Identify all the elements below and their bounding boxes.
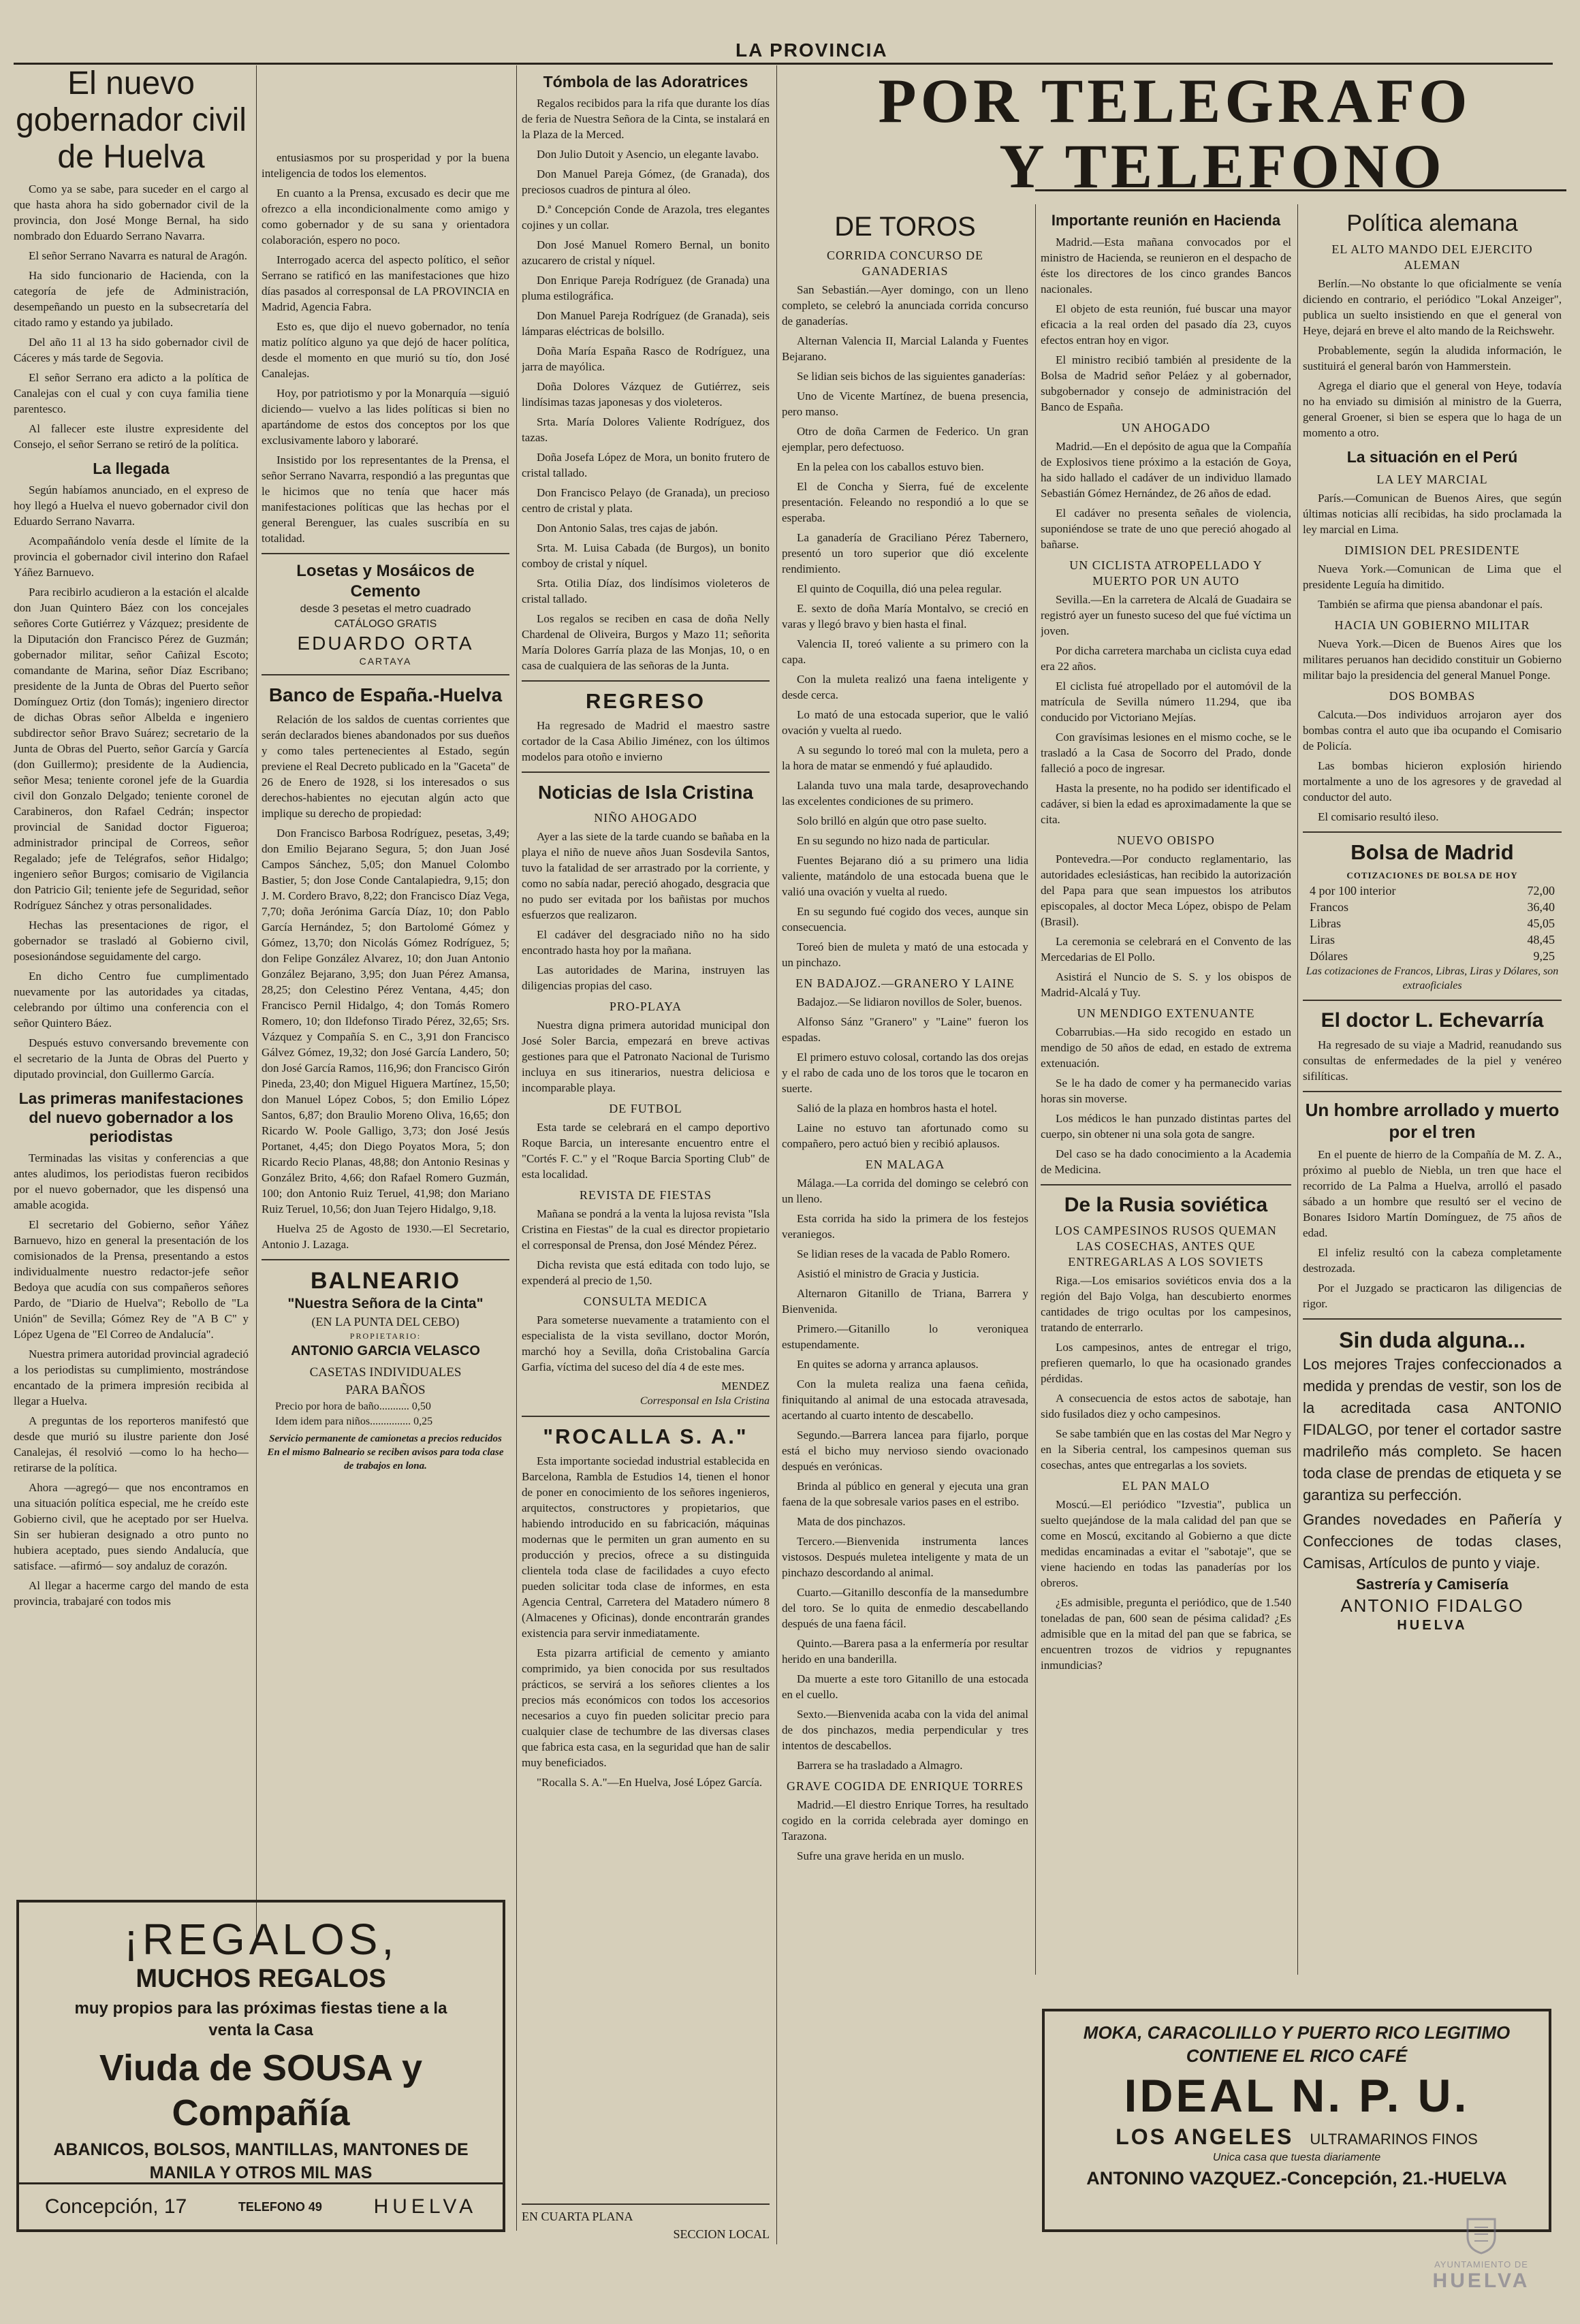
paragraph: Dicha revista que está editada con todo lujo, se expenderá al precio de 1,50. xyxy=(522,1258,770,1287)
ad-fidalgo-shop: Sastrería y Camisería xyxy=(1356,1576,1508,1593)
ad-balneario-name: "Nuestra Señora de la Cinta" xyxy=(287,1296,484,1311)
bolsa-row-name: Libras xyxy=(1310,917,1341,930)
column-5 xyxy=(1041,204,1291,1975)
paragraph: Badajoz.—Se lidiaron novillos de Soler, buenos. xyxy=(797,996,1022,1008)
paragraph: Don Manuel Pareja Rodríguez (de Granada), seis lámparas eléctricas de bolsillo. xyxy=(522,309,770,338)
divider xyxy=(262,674,509,675)
ad-ideal-line2: CONTIENE EL RICO CAFÉ xyxy=(1186,2046,1408,2066)
ad-balneario-owner-label: PROPIETARIO: xyxy=(349,1331,422,1341)
paragraph: Las bombas hicieron explosión hiriendo mortalmente a uno de los agresores y de gravedad al conductor del auto. xyxy=(1303,759,1562,803)
paragraph: Al llegar a hacerme cargo del mando de esta provincia, trabajaré con todos mis xyxy=(14,1579,249,1608)
ad-fidalgo xyxy=(1303,1326,1562,1634)
paragraph: Los regalos se reciben en casa de doña Nelly Chardenal de Oliveira, Burgos y Mazo 11; señorita María Dolores Garría plaza de las Monjas, 10, o en casa de cualquiera de las señoras de la Junta. xyxy=(522,612,770,672)
ad-balneario-price1: Precio por hora de baño........... 0,50 xyxy=(275,1401,431,1412)
paragraph: Sexto.—Bienvenida acaba con la vida del animal de dos pinchazos, media perpendicular y tres intentos de descabellos. xyxy=(782,1708,1028,1752)
paragraph: Nueva York.—Dicen de Buenos Aires que los militares peruanos han decidido constituir un Gobierno militar bajo la presidencia del general Manuel Ponge. xyxy=(1303,637,1562,682)
paragraph: En su segundo no hizo nada de particular. xyxy=(797,834,990,847)
paragraph: Brinda al público en general y ejecuta una gran faena de la que sobresale varios pases en el estribo. xyxy=(782,1480,1028,1508)
paragraph: Regalos recibidos para la rifa que durante los días de feria de Nuestra Señora de la Cinta, se instalará en la Plaza de la Merced. xyxy=(522,97,770,141)
paragraph: Nueva York.—Comunican de Lima que el presidente Leguía ha dimitido. xyxy=(1303,562,1562,591)
paragraph: Terminadas las visitas y conferencias a que antes aludimos, los periodistas fueron recibidos por el nuevo gobernador, que les dispensó una amable acogida. xyxy=(14,1151,249,1211)
paragraph: "Rocalla S. A."—En Huelva, José López García. xyxy=(537,1776,763,1789)
bolsa-row xyxy=(1303,915,1562,932)
paragraph: entusiasmos por su prosperidad y por la buena inteligencia de todos los elementos. xyxy=(262,151,509,180)
paragraph: Uno de Vicente Martínez, de buena presencia, pero manso. xyxy=(782,389,1028,418)
paragraph: Las autoridades de Marina, instruyen las diligencias propias del caso. xyxy=(522,964,770,992)
paragraph: Srta. M. Luisa Cabada (de Burgos), un bonito comboy de cristal y níquel. xyxy=(522,541,770,570)
ad-balneario-h2: PARA BAÑOS xyxy=(345,1383,426,1397)
paragraph: Sevilla.—En la carretera de Alcalá de Guadaira se registró ayer un funesto suceso del que fué víctima un joven. xyxy=(1041,593,1291,637)
subheading-corrida: CORRIDA CONCURSO DE GANADERIAS xyxy=(826,249,984,278)
paragraph: En la pelea con los caballos estuvo bien. xyxy=(797,460,984,473)
paragraph: Srta. Otilia Díaz, dos lindísimos violeteros de cristal tallado. xyxy=(522,577,770,605)
paragraph: Se sabe también que en las costas del Mar Negro y en la Siberia central, los campesinos queman sus cosechas, antes que entregarlas a los soviets. xyxy=(1041,1427,1291,1471)
paragraph: Para someterse nuevamente a tratamiento con el especialista de la vista sevillano, doctor Morón, marchó hoy a Sevilla, doña Cristobalina García Garfia, víctima del suceso del día 4 de este mes. xyxy=(522,1314,770,1373)
paragraph: ¿Es admisible, pregunta el periódico, que de 1.540 toneladas de pan, 600 sean de pésima calidad? ¿Es admisible que en la mitad del pan que se fabrica, se encuentren trozos de vidrios y repugnantes inmundicias? xyxy=(1041,1596,1291,1672)
paragraph: Los médicos le han punzado distintas partes del cuerpo, sin obtener ni una sola gota de sangre. xyxy=(1041,1112,1291,1141)
heading-politica-alemana: Política alemana xyxy=(1346,210,1518,236)
ad-fidalgo-city: HUELVA xyxy=(1397,1618,1468,1633)
signature-role: Corresponsal en Isla Cristina xyxy=(639,1395,770,1407)
ad-losetas-sub: desde 3 pesetas el metro cuadrado xyxy=(300,603,471,615)
paragraph: Don Francisco Pelayo (de Granada), un precioso centro de cristal y plata. xyxy=(522,486,770,515)
paragraph: Berlín.—No obstante lo que oficialmente se venía diciendo en contrario, el periódico "Lokal Anzeiger", publica un suelto insistiendo en que el general von Heye, dejará en breve el alto mando de la Reichswehr. xyxy=(1303,277,1562,337)
ad-balneario-owner: ANTONIO GARCIA VELASCO xyxy=(291,1343,480,1358)
bolsa-row-name: Dólares xyxy=(1310,949,1348,963)
heading-isla-cristina: Noticias de Isla Cristina xyxy=(538,782,753,803)
column-rule xyxy=(256,65,257,1945)
article-title-gobernador: El nuevo gobernador civil de Huelva xyxy=(16,65,247,175)
paragraph: Madrid.—En el depósito de agua que la Compañía de Explosivos tiene próximo a la estación de Goya, ha sido hallado el cadáver de un individuo llamado Sebastián Gómez Hernández, de 26 años de edad. xyxy=(1041,440,1291,500)
heading-rusia: De la Rusia soviética xyxy=(1064,1194,1268,1216)
paragraph: Se le ha dado de comer y ha permanecido varias horas sin moverse. xyxy=(1041,1077,1291,1105)
divider xyxy=(262,553,509,554)
column-rule xyxy=(516,65,517,2231)
subheading-campesinos: LOS CAMPESINOS RUSOS QUEMAN LAS COSECHAS, ANTES QUE ENTREGARLAS A LOS SOVIETS xyxy=(1055,1224,1277,1269)
paragraph: Srta. María Dolores Valiente Rodríguez, dos tazas. xyxy=(522,415,770,444)
paragraph: Don Manuel Pareja Gómez, (de Granada), dos preciosos cuadros de pintura al óleo. xyxy=(522,168,770,196)
paragraph: Los campesinos, antes de entregar el trigo, prefieren quemarlo, lo que ha ocasionado grandes pérdidas. xyxy=(1041,1341,1291,1385)
subheading-pro-playa: PRO-PLAYA xyxy=(609,1000,682,1013)
divider xyxy=(1303,1000,1562,1001)
paragraph: El quinto de Coquilla, dió una pelea regular. xyxy=(797,582,1002,595)
paragraph: Esta tarde se celebrará en el campo deportivo Roque Barcia, un interesante encuentro entre el "Cortés F. C." y el "Roque Barcia Sporting Club" de esta localidad. xyxy=(522,1121,770,1181)
bolsa-table xyxy=(1303,882,1562,964)
paragraph: Ahora —agregó— que nos encontramos en una situación política especial, me he creído este Gobierno civil, que he aceptado por ser Huelva. Sin ser hubieran designado a otro punto no hubiera aceptado, pues siendo Andalucía, que satisface. —afirmó— soy andaluz de corazón. xyxy=(14,1481,249,1572)
divider xyxy=(1303,1091,1562,1092)
ad-regalos-city: HUELVA xyxy=(373,2195,477,2218)
paragraph: El objeto de esta reunión, fué buscar una mayor eficacia a la real orden del pasado día 23, cuyos efectos entran hoy en vigor. xyxy=(1041,302,1291,347)
column-rule xyxy=(1035,204,1036,1975)
archive-stamp xyxy=(1410,2215,1553,2297)
paragraph: Cuarto.—Gitanillo desconfía de la mansedumbre del toro. Se lo quita de enmedio descabellando después de una faena fácil. xyxy=(782,1586,1028,1630)
heading-tren: Un hombre arrollado y muerto por el tren xyxy=(1305,1100,1560,1142)
divider xyxy=(522,1416,770,1417)
subheading-cogida: GRAVE COGIDA DE ENRIQUE TORRES xyxy=(786,1779,1024,1793)
paragraph: Del año 11 al 13 ha sido gobernador civil de Cáceres y más tarde de Segovia. xyxy=(14,336,249,364)
paragraph: Alternaron Gitanillo de Triana, Barrera y Bienvenida. xyxy=(782,1287,1028,1316)
paragraph: Ha regresado de Madrid el maestro sastre cortador de la Casa Abilio Jiménez, con los últimos modelos para otoño e invierno xyxy=(522,719,770,763)
paragraph: En quites se adorna y arranca aplausos. xyxy=(797,1358,979,1371)
ad-regalos-phone: TELEFONO 49 xyxy=(238,2199,322,2214)
paragraph: Por el Juzgado se practicaron las diligencias de rigor. xyxy=(1303,1282,1562,1310)
paragraph: Se lidian reses de la vacada de Pablo Romero. xyxy=(797,1247,1010,1260)
paragraph: Madrid.—Esta mañana convocados por el ministro de Hacienda, se reunieron en el despacho de éste los directores de los cinco grandes Bancos nacionales. xyxy=(1041,236,1291,296)
ad-balneario-price2: Idem idem para niños............... 0,25 xyxy=(275,1416,433,1427)
ad-ideal-note: Unica casa que tuesta diariamente xyxy=(1212,2152,1381,2163)
paragraph: Con la muleta realiza una faena ceñida, finiquitando al animal de una estocada atravesada, acertando al cuarto intento de descabello. xyxy=(782,1378,1028,1422)
banner-line2: Y TELEFONO xyxy=(999,131,1446,201)
heading-peru: La situación en el Perú xyxy=(1346,448,1518,466)
paragraph: El cadáver del desgraciado niño no ha sido encontrado hasta hoy por la mañana. xyxy=(522,928,770,957)
column-6 xyxy=(1303,204,1562,1988)
bolsa-label: COTIZACIONES DE BOLSA DE HOY xyxy=(1346,870,1518,880)
bolsa-row-name: Francos xyxy=(1310,900,1348,914)
paragraph: Con la muleta realizó una faena inteligente y desde cerca. xyxy=(782,673,1028,701)
ad-balneario-title: BALNEARIO xyxy=(310,1268,461,1294)
bolsa-row-value: 36,40 xyxy=(1527,900,1555,914)
paragraph: El ministro recibió también al presidente de la Bolsa de Madrid señor Peláez y al gobernador, subgobernador y consejo de administración del Banco de España. xyxy=(1041,353,1291,413)
bolsa-row-value: 9,25 xyxy=(1533,949,1555,963)
subheading-gobierno-militar: HACIA UN GOBIERNO MILITAR xyxy=(1334,618,1530,632)
stamp-line1: AYUNTAMIENTO DE xyxy=(1434,2259,1528,2270)
heading-doctor: El doctor L. Echevarría xyxy=(1321,1009,1544,1032)
ad-regalos-line2: venta la Casa xyxy=(208,2021,313,2039)
paragraph: Laine no estuvo tan afortunado como su compañero, pero actuó bien y recibió aplausos. xyxy=(782,1121,1028,1150)
paragraph: Don José Manuel Romero Bernal, un bonito azucarero de cristal y níquel. xyxy=(522,238,770,267)
ad-regalos-title: ¡REGALOS, xyxy=(123,1915,398,1964)
banner-rule xyxy=(1035,189,1566,191)
ad-balneario-h1: CASETAS INDIVIDUALES xyxy=(309,1365,462,1380)
ad-balneario xyxy=(262,1267,509,1473)
divider xyxy=(522,680,770,682)
paragraph: Como ya se sabe, para suceder en el cargo al que hasta ahora ha sido gobernador civil de la provincia, don José Monge Bernal, ha sido nombrado don Eduardo Serrano Navarra. xyxy=(14,182,249,242)
paragraph: A preguntas de los reporteros manifestó que desde que murió su ilustre pariente don José Canalejas, él resolvió —como lo ha hecho— retirarse de la política. xyxy=(14,1414,249,1474)
divider xyxy=(1041,1184,1291,1185)
paragraph: Tercero.—Bienvenida instrumenta lances vistosos. Después muletea inteligente y mata de un pinchazo descordando al animal. xyxy=(782,1535,1028,1579)
footer-section-notes xyxy=(522,2203,770,2243)
paragraph: Barrera se ha trasladado a Almagro. xyxy=(797,1759,963,1772)
subheading-alto-mando: EL ALTO MANDO DEL EJERCITO ALEMAN xyxy=(1331,242,1533,272)
paragraph: Según habíamos anunciado, en el expreso de hoy llegó a Huelva el nuevo gobernador civil don Eduardo Serrano Navarra. xyxy=(14,483,249,528)
paragraph: En cuanto a la Prensa, excusado es decir que me ofrezco a ella incondicionalmente como amigo y como gobernador y de su sana y orientadora colaboración, espero no poco. xyxy=(262,187,509,246)
subheading-ley-marcial: LA LEY MARCIAL xyxy=(1376,473,1488,486)
paragraph: El de Concha y Sierra, fué de excelente presentación. Feleando no respondió a lo que se esperaba. xyxy=(782,480,1028,524)
paragraph: En dicho Centro fue cumplimentado nuevamente por las autoridades ya citadas, celebrando por último una conferencia con el señor Quintero Báez. xyxy=(14,970,249,1030)
paragraph: Nuestra primera autoridad provincial agradeció a los periodistas su cumplimiento, mostrándose encantado de la primera impresión recibida al llegar a Huelva. xyxy=(14,1348,249,1407)
paragraph: En el puente de hierro de la Compañía de M. Z. A., próximo al pueblo de Niebla, un tren que hace el recorrido de La Palma a Huelva, arrolló el pasado sábado a un hombre que resultó ser el vecino de Bonares Isidoro Martín Domínguez, de 75 años de edad. xyxy=(1303,1148,1562,1239)
ad-losetas-catalog: CATÁLOGO GRATIS xyxy=(334,618,437,630)
paragraph: En su segundo fué cogido dos veces, aunque sin consecuencia. xyxy=(782,905,1028,934)
paragraph: La ganadería de Graciliano Pérez Tabernero, presentó un toro superior que dió excelente rendimiento. xyxy=(782,531,1028,575)
paragraph: Fuentes Bejarano dió a su primero una lidia valiente, matándolo de una estocada buena que le valió una ovación y vuelta al ruedo. xyxy=(782,854,1028,898)
ad-balneario-note1: Servicio permanente de camionetas a precios reducidos xyxy=(269,1433,502,1444)
bolsa-row-name: Liras xyxy=(1310,933,1335,946)
paragraph: Lalanda tuvo una mala tarde, desaprovechando las excelentes condiciones de su primero. xyxy=(782,779,1028,808)
paragraph: Esta importante sociedad industrial establecida en Barcelona, Rambla de Estudios 14, tienen el honor de poner en conocimiento de los señores ingenieros, arquitectos, constructores y propietarios, que habiendo introducido en su fabricación, máquinas modernas que le permiten un gran aumento en su producción y precios, ofrece a su distinguida clientela toda clase de facilidades a cuyo efecto pueden solicitar toda clase de informes, en esta Agencia Central, Carretera del Matadero número 8 (Almacenes y Oficinas), donde encontrarán grandes existencia para servir inmediatamente. xyxy=(522,1454,770,1640)
column-3 xyxy=(522,65,770,2244)
ad-regalos-footer xyxy=(19,2182,503,2229)
paragraph: Pontevedra.—Por conducto reglamentario, las autoridades eclesiásticas, han recibido la autorización del Papa para que sean impuestos los atributos episcopales, al doctor Meca López, obispo de Pelam (Brasil). xyxy=(1041,853,1291,928)
paragraph: Ayer a las siete de la tarde cuando se bañaba en la playa el niño de nueve años Juan Sosdevila Santos, tuvo la fatalidad de ser arrastrado por la corriente, y como no sabía nadar, pereció ahogado, desgracia que no pudo ser evitada por los bañistas por muchos esfuerzos que realizaron. xyxy=(522,830,770,921)
bolsa-row xyxy=(1303,948,1562,964)
ad-balneario-place: (EN LA PUNTA DEL CEBO) xyxy=(311,1315,460,1328)
paragraph: Solo brilló en algún que otro pase suelto. xyxy=(797,814,987,827)
paragraph: Esta pizarra artificial de cemento y amianto comprimido, ya bien conocida por sus resultados prácticos, se servirá a los señores clientes a los precios más económicos con todos los accesorios necesarios a cuyo fin pueden solicitar precio para cualquier clase de techumbre de las diversas clases que fabrica esta casa, en la seguridad que han de salir muy beneficiados. xyxy=(522,1646,770,1769)
paragraph: El cadáver no presenta señales de violencia, suponiéndose se trate de uno que pereció ahogado al bañarse. xyxy=(1041,507,1291,551)
paragraph: Después estuvo conversando brevemente con el secretario de la Junta de Obras del Puerto y diputado provincial, don Guillermo García. xyxy=(14,1036,249,1081)
heading-rocalla: "ROCALLA S. A." xyxy=(543,1424,748,1448)
subheading-consulta: CONSULTA MEDICA xyxy=(583,1294,708,1308)
divider xyxy=(262,1259,509,1260)
crest-icon xyxy=(1461,2215,1502,2256)
ad-regalos-items: ABANICOS, BOLSOS, MANTILLAS, MANTONES DE MANILA Y OTROS MIL MAS xyxy=(53,2140,469,2182)
ad-ideal-line1: MOKA, CARACOLILLO Y PUERTO RICO LEGITIMO xyxy=(1083,2022,1511,2043)
paragraph: Esto es, que dijo el nuevo gobernador, no tenía matiz político alguno ya que dejó de hacer política, desde el momento en que murió su tío, don José Canalejas. xyxy=(262,320,509,380)
column-1 xyxy=(14,65,249,1924)
paragraph: Mañana se pondrá a la venta la lujosa revista "Isla Cristina en Fiestas" de la cual es director propietario el corresponsal de Prensa, don José Méndez Pérez. xyxy=(522,1207,770,1252)
ad-regalos-line1: muy propios para las próximas fiestas tiene a la xyxy=(74,1999,447,2018)
heading-regreso: REGRESO xyxy=(585,689,706,713)
paragraph: Probablemente, según la aludida información, le sustituirá el general barón von Hammerstein. xyxy=(1303,344,1562,372)
paragraph: Doña Dolores Vázquez de Gutiérrez, seis lindísimas tazas japonesas y dos violeteros. xyxy=(522,380,770,409)
divider xyxy=(1303,831,1562,833)
paragraph: Hoy, por patriotismo y por la Monarquía —siguió diciendo— vuelvo a las lides políticas si bien no apartándome de estos dos conceptos por los que exclusivamente laboro y laboraré. xyxy=(262,387,509,447)
paragraph: Doña Josefa López de Mora, un bonito frutero de cristal tallado. xyxy=(522,451,770,479)
ad-regalos xyxy=(16,1900,505,2232)
paragraph: Con gravísimas lesiones en el mismo coche, se le trasladó a la Casa de Socorro del Prado, donde falleció a poco de ingresar. xyxy=(1041,731,1291,775)
heading-bolsa: Bolsa de Madrid xyxy=(1350,840,1514,864)
heading-banco: Banco de España.-Huelva xyxy=(268,684,503,705)
paragraph: Lo mató de una estocada superior, que le valió ovación y vuelta al ruedo. xyxy=(782,708,1028,737)
paragraph: Ha regresado de su viaje a Madrid, reanudando sus consultas de enfermedades de la piel y venéreo sifilíticas. xyxy=(1303,1038,1562,1083)
ad-ideal-name: IDEAL N. P. U. xyxy=(1124,2070,1470,2122)
paragraph: El secretario del Gobierno, señor Yáñez Barnuevo, hizo en general la presentación de los comisionados de la Prensa, presentando a estos individualmente nuestro redactor-jefe señor Bedoya que acudía con sus compañeros señores Pardo, de "Diario de Huelva"; Rebollo de "La Unión" de Sevilla; Gómez Rey de "A B C" y López Ugena de "El Correo de Andalucía". xyxy=(14,1218,249,1341)
ad-losetas-title: Losetas y Mosáicos de Cemento xyxy=(296,562,475,601)
bolsa-row-value: 45,05 xyxy=(1527,917,1555,930)
ad-losetas xyxy=(262,561,509,667)
ad-balneario-note2: En el mismo Balneario se reciben avisos para toda clase de trabajos en lona. xyxy=(267,1447,504,1471)
paragraph: Para recibirlo acudieron a la estación el alcalde don Juan Quintero Báez con los concejales señores Corte Gutiérrez y Vázquez; presidente de la Diputación don Francisco Pérez de Guzmán; gobernador militar, señor Cañizal Escoto; comandante de Marina, señor Díaz Escribano; presidente de la Junta de Obras del Puerto señor Domínguez Ortiz (don Tomás); ingeniero director de dichas Obras señor Albelda e ingeniero subdirector señor Bravo Suárez; secretario de la Junta de Obras del Puerto, señor García y García (don Guillermo); presidente de la Audiencia, señor Mesa; teniente coronel jefe de la Guardia civil don Gonzalo Delgado; teniente coronel de Carabineros, don Rafael Cedrán; inspector provincial de Sanidad doctor Figueroa; administrador principal de Correos, señor Regalado; jefe de Telégrafos, señor Hidalgo; ingeniero señor Burgos; comisario de Vigilancia don Patricio Gil; teniente jefe de Seguridad, señor Rodríguez Sánchez y otras personalidades. xyxy=(14,586,249,912)
paragraph: Doña María España Rasco de Rodríguez, una jarra de mayólica. xyxy=(522,345,770,373)
ad-ideal-shopline xyxy=(1045,2124,1549,2150)
ad-ideal-shop2: ULTRAMARINOS FINOS xyxy=(1310,2131,1478,2148)
bolsa-row xyxy=(1303,899,1562,915)
paragraph: Primero.—Gitanillo lo veroniquea estupendamente. xyxy=(782,1322,1028,1351)
paragraph: El comisario resultó ileso. xyxy=(1318,810,1439,823)
ad-fidalgo-body: Los mejores Trajes confeccionados a medida y prendas de vestir, son los de la acreditada casa ANTONIO FIDALGO, por tener el cortador sastre madrileño más completo. Se hacen toda clase de prendas de etiqueta y se garantiza su perfección. xyxy=(1303,1356,1562,1503)
column-4 xyxy=(782,204,1028,2227)
paragraph: París.—Comunican de Buenos Aires, que según últimas noticias allí recibidas, ha sido proclamada la ley marcial en Lima. xyxy=(1303,492,1562,536)
paragraph: Se lidian seis bichos de las siguientes ganaderías: xyxy=(797,370,1026,383)
paragraph: San Sebastián.—Ayer domingo, con un lleno completo, se celebró la anunciada corrida concurso de ganaderías. xyxy=(782,283,1028,328)
paragraph: Alternan Valencia II, Marcial Lalanda y Fuentes Bejarano. xyxy=(782,334,1028,363)
paragraph: Segundo.—Barrera lancea para fijarlo, porque está el bicho muy nervioso siendo ovacionado después en verónicas. xyxy=(782,1429,1028,1473)
paragraph: Da muerte a este toro Gitanillo de una estocada en el cuello. xyxy=(782,1672,1028,1701)
paragraph: Don Enrique Pareja Rodríguez (de Granada) una pluma estilográfica. xyxy=(522,274,770,302)
paragraph: Huelva 25 de Agosto de 1930.—El Secretario, Antonio J. Lazaga. xyxy=(262,1222,509,1251)
paragraph: Asistió el ministro de Gracia y Justicia. xyxy=(797,1267,979,1280)
paragraph: Ha sido funcionario de Hacienda, con la categoría de jefe de Administración, desempeñando un puesto en la subsecretaría del citado ramo y estando ya jubilado. xyxy=(14,269,249,329)
paragraph: Interrogado acerca del aspecto político, el señor Serrano se ratificó en las manifestaciones que hizo días pasados al corresponsal de LA PROVINCIA en Madrid, Agencia Fabra. xyxy=(262,253,509,313)
subheading-mendigo: UN MENDIGO EXTENUANTE xyxy=(1077,1006,1255,1020)
bolsa-row-name: 4 por 100 interior xyxy=(1310,884,1396,897)
paragraph: Calcuta.—Dos individuos arrojaron ayer dos bombas contra el auto que iba ocupando el Comisario de Policía. xyxy=(1303,708,1562,752)
paragraph: D.ª Concepción Conde de Arazola, tres elegantes cojines y un collar. xyxy=(522,203,770,232)
paragraph: Agrega el diario que el general von Heye, todavía no ha enviado su dimisión al ministro de la Guerra, general Groener, si bien se espera que lo haga de un momento a otro. xyxy=(1303,379,1562,439)
ad-fidalgo-title: Sin duda alguna... xyxy=(1339,1328,1526,1352)
paragraph: Sufre una grave herida en un muslo. xyxy=(797,1849,964,1862)
paragraph: Otro de doña Carmen de Federico. Un gran ejemplar, pero defectuoso. xyxy=(782,425,1028,453)
paragraph: Relación de los saldos de cuentas corrientes que serán declarados bienes abandonados por sus dueños y como tales pertenecientes al Estado, según previene el Real Decreto publicado en la "Gaceta" de 26 de Enero de 1928, si los interesados o sus derechos-habientes no ejecutan algún acto que implique su derecho de propiedad: xyxy=(262,713,509,820)
ad-ideal-shop: LOS ANGELES xyxy=(1116,2124,1294,2149)
bolsa-row-value: 48,45 xyxy=(1527,933,1555,946)
paragraph: Alfonso Sánz "Granero" y "Laine" fueron los espadas. xyxy=(782,1015,1028,1044)
masthead: LA PROVINCIA xyxy=(736,39,888,61)
paragraph: Hasta la presente, no ha podido ser identificado el cadáver, si bien la edad es aproximadamente la que se cita. xyxy=(1041,782,1291,826)
stamp-line2: HUELVA xyxy=(1432,2270,1530,2292)
ad-ideal xyxy=(1042,2009,1551,2232)
subheading-nino-ahogado: NIÑO AHOGADO xyxy=(594,811,697,825)
paragraph: El primero estuvo colosal, cortando las dos orejas y el rabo de cada uno de los toros que le tocaron en suerte. xyxy=(782,1051,1028,1095)
paragraph: La ceremonia se celebrará en el Convento de las Mercedarias de El Pollo. xyxy=(1041,935,1291,964)
column-2 xyxy=(262,150,509,1879)
paragraph: Acompañándolo venía desde el límite de la provincia el gobernador civil interino don Rafael Yáñez Barnuevo. xyxy=(14,535,249,579)
banner-por-telegrafo xyxy=(790,68,1560,199)
bolsa-note: Las cotizaciones de Francos, Libras, Liras y Dólares, son extraoficiales xyxy=(1306,966,1559,991)
ad-losetas-city: CARTAYA xyxy=(359,656,412,667)
paragraph: Esta corrida ha sido la primera de los festejos veraniegos. xyxy=(782,1212,1028,1241)
ad-ideal-owner: ANTONINO VAZQUEZ.-Concepción, 21.-HUELVA xyxy=(1086,2168,1507,2188)
paragraph: Riga.—Los emisarios soviéticos envia dos a la región del Bajo Volga, han descubierto enormes cantidades de trigo ocultas por los campesinos, tratando de enterrarlo. xyxy=(1041,1274,1291,1334)
heading-hacienda: Importante reunión en Hacienda xyxy=(1051,212,1281,229)
paragraph: Hechas las presentaciones de rigor, el gobernador se trasladó al Gobierno civil, posesionándose seguidamente del cargo. xyxy=(14,919,249,963)
bolsa-row xyxy=(1303,932,1562,948)
subheading-pan-malo: EL PAN MALO xyxy=(1122,1479,1210,1493)
paragraph: A su segundo lo toreó mal con la muleta, pero a la hora de matar se enmendó y fué aplaudido. xyxy=(782,744,1028,772)
paragraph: Insistido por los representantes de la Prensa, el señor Serrano Navarra, respondió a las preguntas que le hicimos que no tenía que hacer más manifestaciones políticas que las hechas por el general Berenguer, las cuales suscribía en su totalidad. xyxy=(262,453,509,545)
paragraph: Valencia II, toreó valiente a su primero con la capa. xyxy=(782,637,1028,666)
banner-line1: POR TELEGRAFO xyxy=(878,66,1472,136)
subheading-malaga: EN MALAGA xyxy=(865,1158,945,1171)
ad-regalos-name: Viuda de SOUSA y Compañía xyxy=(99,2048,423,2133)
footer-seccion-local: SECCION LOCAL xyxy=(673,2227,770,2241)
ad-regalos-sub: MUCHOS REGALOS xyxy=(136,1964,386,1993)
subheading-llegada: La llegada xyxy=(93,460,170,477)
divider xyxy=(522,771,770,773)
subheading-badajoz: EN BADAJOZ.—GRANERO Y LAINE xyxy=(795,976,1015,990)
paragraph: Don Julio Dutoit y Asencio, un elegante lavabo. xyxy=(537,148,759,161)
paragraph: Málaga.—La corrida del domingo se celebró con un lleno. xyxy=(782,1177,1028,1205)
paragraph: El ciclista fué atropellado por el automóvil de la matrícula de Sevilla número 11.294, que iba conducido por Victoriano Mejías. xyxy=(1041,680,1291,724)
paragraph: El señor Serrano Navarra es natural de Aragón. xyxy=(29,249,247,262)
subheading-obispo: NUEVO OBISPO xyxy=(1117,833,1215,847)
footer-cuarta-plana: EN CUARTA PLANA xyxy=(522,2203,770,2225)
paragraph: E. sexto de doña María Montalvo, se creció en varas y llegó bravo y bien hasta el final. xyxy=(782,602,1028,631)
subheading-futbol: DE FUTBOL xyxy=(609,1102,682,1115)
bolsa-row xyxy=(1303,882,1562,899)
paragraph: El infeliz resultó con la cabeza completamente destrozada. xyxy=(1303,1246,1562,1275)
paragraph: Salió de la plaza en hombros hasta el hotel. xyxy=(797,1102,998,1115)
paragraph: Del caso se ha dado conocimiento a la Academia de Medicina. xyxy=(1041,1147,1291,1176)
bolsa-row-value: 72,00 xyxy=(1527,884,1555,897)
paragraph: Don Francisco Barbosa Rodríguez, pesetas, 3,49; don Emilio Bejarano Segura, 5; don Juan José Campos Sánchez, 5,05; don Manuel Colombo Bastier, 5; don Jose Conde Cantalapiedra, 9,15; don J. M. Cordero Bravo, 8,22; don Francisco Díaz Vega, 7,70; doña Jerónima García Díaz, 10; don Pablo García Hernández, 5; don Bartolomé Gómez y Gómez, 13,70; don Nicolás Gómez Rodríguez, 5; don Felipe González Alvarez, 10; don Juan Antonio González Bejarano, 3,95; don Juan Pérez Amansa, 28,25; don Celestino Pérez Ventana, 4,45; don Francisco Pernil Hidalgo, 4; don Tomás Romero Romero, 10; don Ildefonso Tirado Pérez, 32,65; Srs. Vázquez y Compañía S. en C., 3,91 don Francisco Gálvez Gómez, 19,32; don José García Landero, 50; don José García Ramos, 116,96; don Francisco Girón Pineda, 23,40; don Miguel Higuera Martínez, 15,50; don Manuel López Cobos, 5; don Emilio López Santos, 6,87; don Braulio Moreno Oliva, 16,65; don Ricardo W. Poole Galligo, 3,73; don José Jesús Portanet, 4,45; don Diego Poyatos Mora, 5; don Ricardo Recio Planas, 48,88; don Antonio Resinas y González Brito, 4,66; don Rafael Romero Guzmán, 100; don Antonio Ruiz Teruel, 41,98; don Mariano Ruiz Teruel, 10,56; don Juan Tejero Hidalgo, 9,18. xyxy=(262,827,509,1215)
paragraph: Madrid.—El diestro Enrique Torres, ha resultado cogido en la corrida celebrada ayer domingo en Tarazona. xyxy=(782,1798,1028,1843)
subheading-dimision: DIMISION DEL PRESIDENTE xyxy=(1344,543,1520,557)
ad-regalos-address: Concepción, 17 xyxy=(44,2195,187,2218)
paragraph: Moscú.—El periódico "Izvestia", publica un suelto quejándose de la mala calidad del pan que se come en Moscú, excitando al Gobierno a que dicte medidas encaminadas a evitar el "sabotaje", que se viene haciendo en todas las panaderías por los obreros. xyxy=(1041,1498,1291,1589)
paragraph: Toreó bien de muleta y mató de una estocada y un pinchazo. xyxy=(782,940,1028,969)
column-rule xyxy=(776,65,777,2244)
paragraph: Asistirá el Nuncio de S. S. y los obispos de Madrid-Alcalá y Tuy. xyxy=(1041,970,1291,999)
ad-fidalgo-name: ANTONIO FIDALGO xyxy=(1340,1595,1524,1616)
column-rule xyxy=(1297,204,1298,1975)
paragraph: El señor Serrano era adicto a la política de Canalejas con el cual y con cuya familia tiene parentesco. xyxy=(14,371,249,415)
paragraph: Por dicha carretera marchaba un ciclista cuya edad era 22 años. xyxy=(1041,644,1291,673)
paragraph: Don Antonio Salas, tres cajas de jabón. xyxy=(537,522,718,535)
ad-losetas-name: EDUARDO ORTA xyxy=(297,633,474,654)
heading-de-toros: DE TOROS xyxy=(834,212,976,242)
paragraph: A consecuencia de estos actos de sabotaje, han sido fusilados diez y ocho campesinos. xyxy=(1041,1392,1291,1420)
signature-mendez: MENDEZ xyxy=(721,1380,770,1392)
subheading-ahogado: UN AHOGADO xyxy=(1121,421,1211,434)
masthead-rule xyxy=(14,63,1553,65)
divider xyxy=(1303,1318,1562,1320)
subheading-bombas: DOS BOMBAS xyxy=(1389,689,1476,703)
subheading-manifestaciones: Las primeras manifestaciones del nuevo gobernador a los periodistas xyxy=(18,1089,244,1145)
subheading-revista: REVISTA DE FIESTAS xyxy=(579,1188,712,1202)
paragraph: También se afirma que piensa abandonar el país. xyxy=(1318,598,1543,611)
paragraph: Nuestra digna primera autoridad municipal don José Soler Barcia, empezará en breve activas gestiones para que el Patronato Nacional de Turismo incluya en sus itinerarios, nuestra deliciosa e incomparable playa. xyxy=(522,1019,770,1094)
paragraph: Mata de dos pinchazos. xyxy=(797,1515,906,1528)
ad-fidalgo-body2: Grandes novedades en Pañería y Confecciones de todas clases, Camisas, Artículos de punto y viaje. xyxy=(1303,1511,1562,1572)
paragraph: Cobarrubias.—Ha sido recogido en estado un mendigo de 50 años de edad, en estado de extrema extenuación. xyxy=(1041,1025,1291,1070)
paragraph: Quinto.—Barera pasa a la enfermería por resultar herido en una banderilla. xyxy=(782,1637,1028,1666)
heading-tombola: Tómbola de las Adoratrices xyxy=(543,73,748,91)
paragraph: Al fallecer este ilustre expresidente del Consejo, el señor Serrano se retiró de la política. xyxy=(14,422,249,451)
subheading-ciclista: UN CICLISTA ATROPELLADO Y MUERTO POR UN AUTO xyxy=(1069,558,1263,588)
